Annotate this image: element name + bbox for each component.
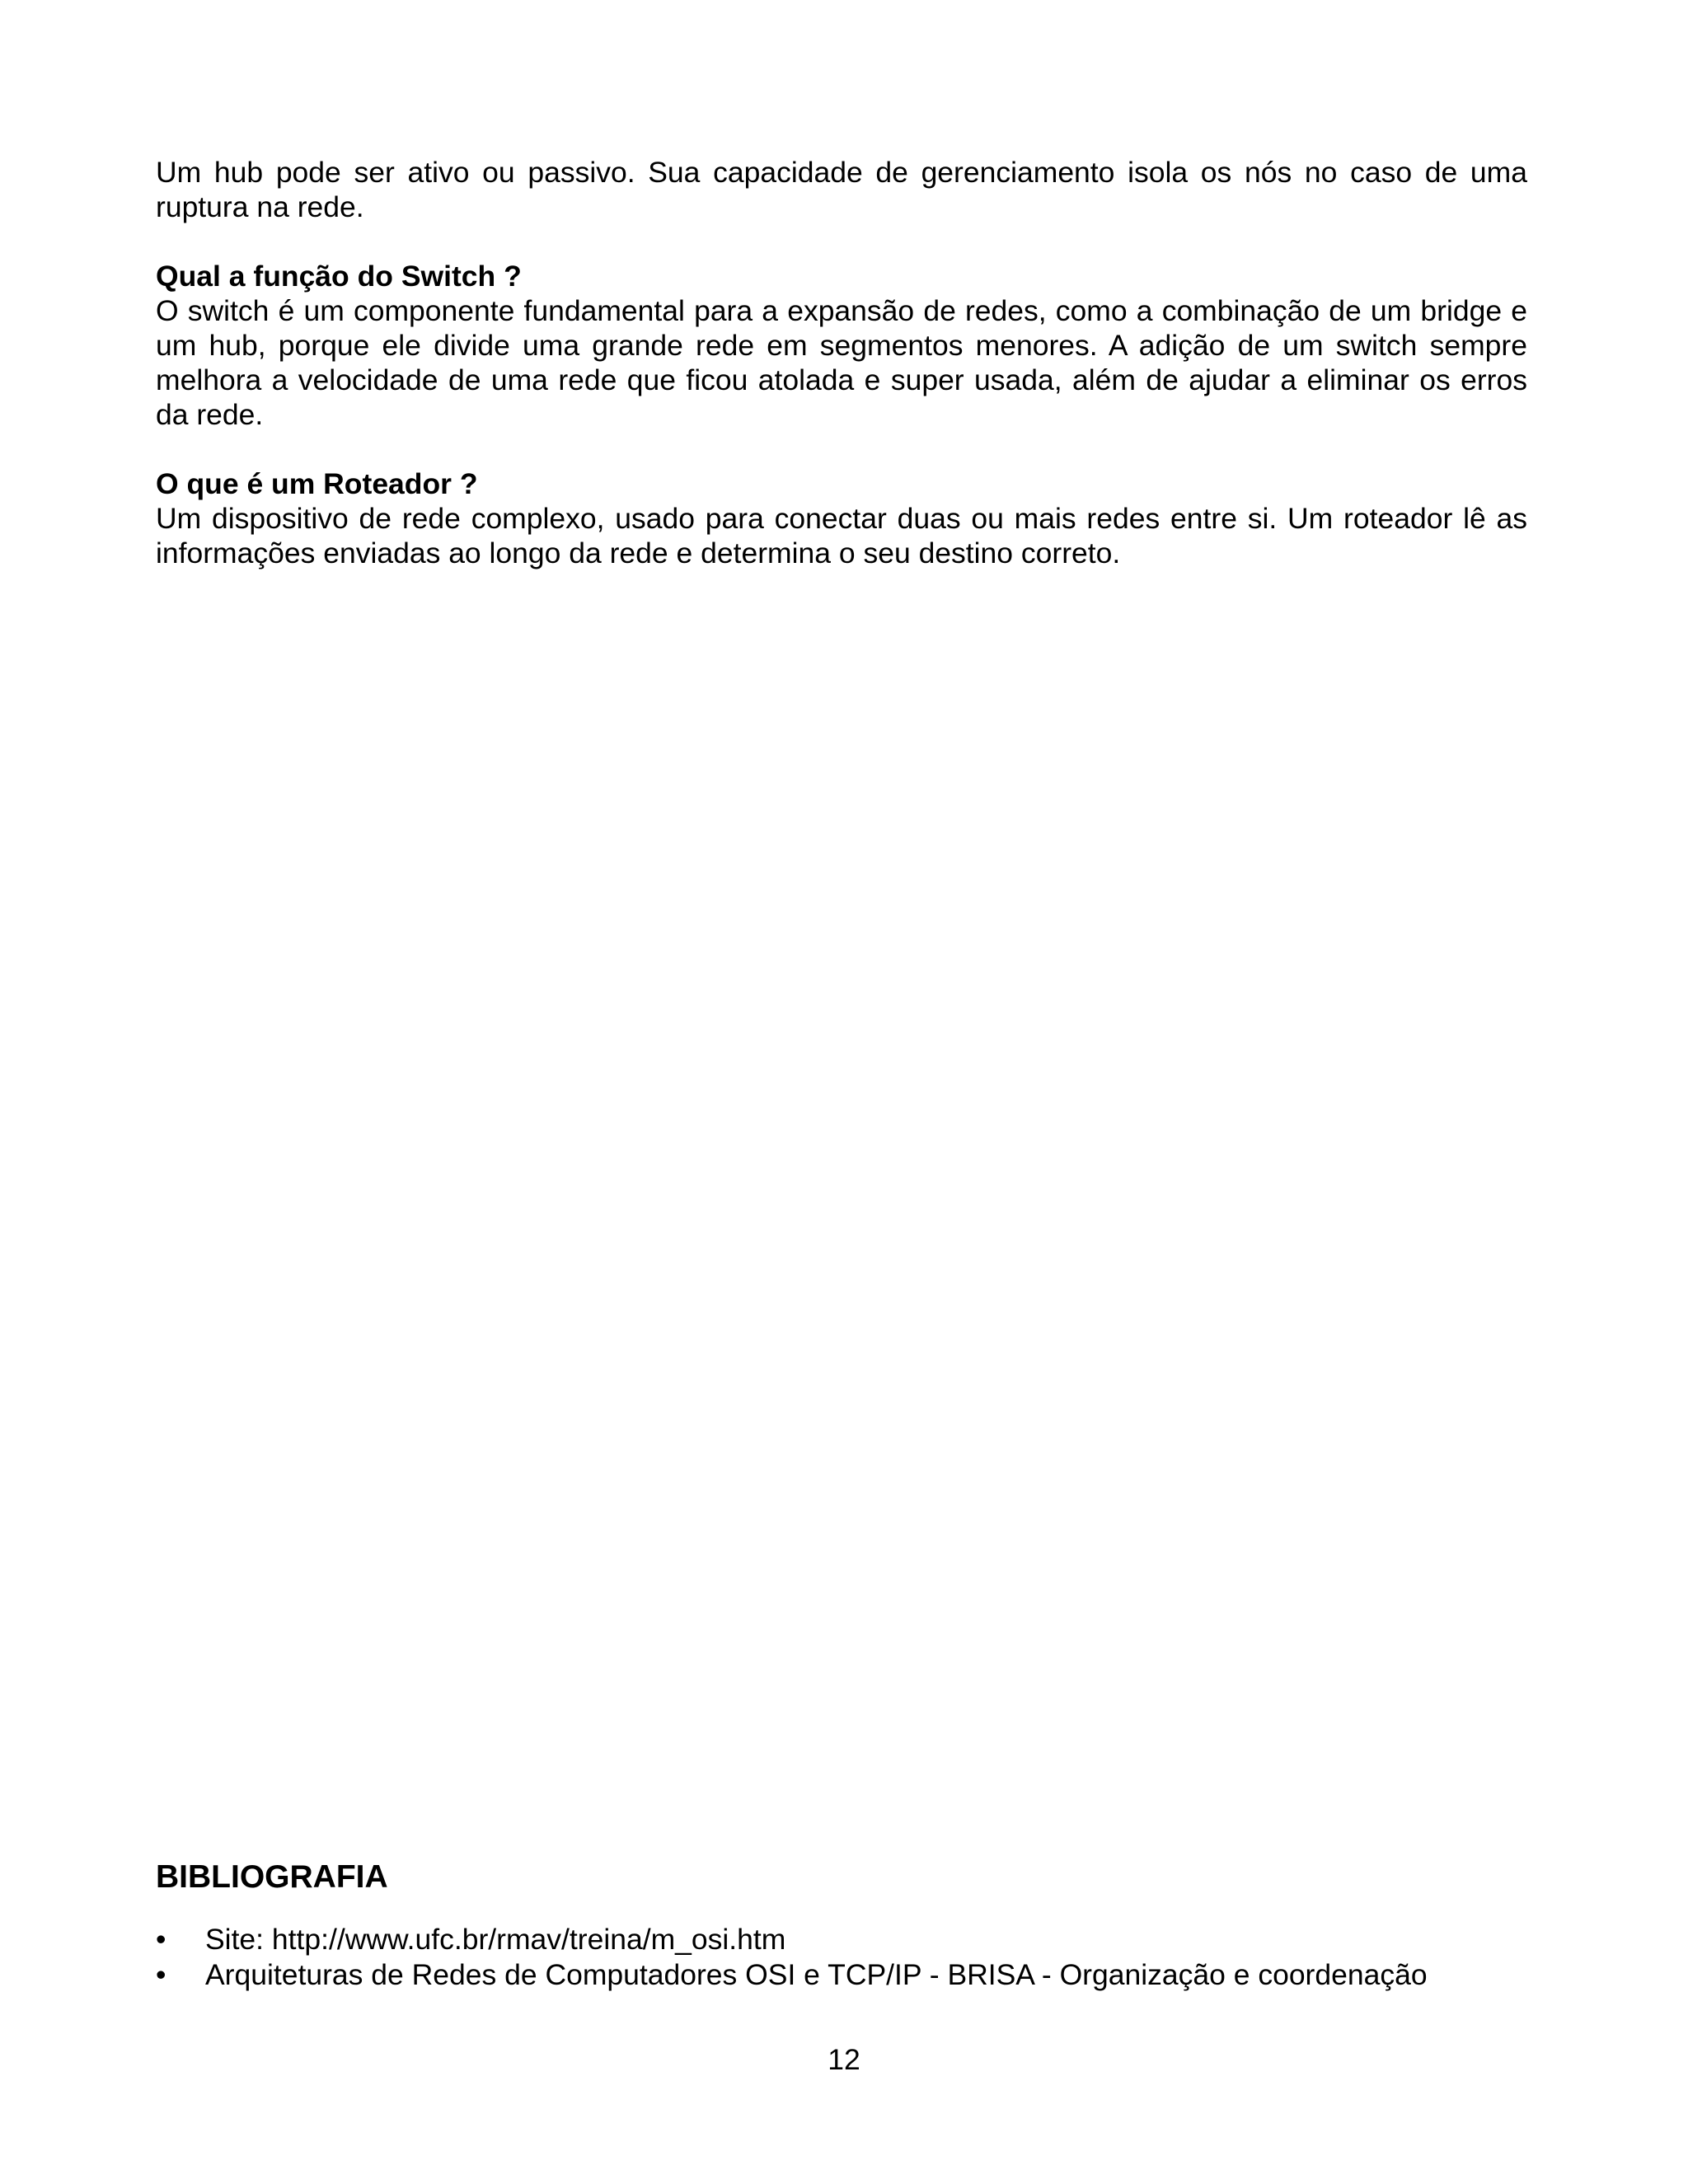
bibliography-title: BIBLIOGRAFIA: [156, 1859, 388, 1895]
bullet-icon: •: [156, 1923, 166, 1956]
bibliography-item-text: Arquiteturas de Redes de Computadores OSI e TCP/IP - BRISA - Organização e coordenação: [205, 1958, 1428, 1991]
router-heading: O que é um Roteador ?: [156, 467, 478, 500]
bibliography-item: [156, 1957, 1527, 1993]
paragraph-gap: [156, 224, 1527, 259]
paragraph-gap: [156, 432, 1527, 466]
intro-paragraph: Um hub pode ser ativo ou passivo. Sua capacidade de gerenciamento isola os nós no caso de uma ruptura na rede.: [156, 156, 1527, 223]
bibliography-item: [156, 1922, 1527, 1957]
bibliography-list: [156, 1922, 1527, 1993]
page-number: 12: [828, 2043, 860, 2076]
switch-paragraph: O switch é um componente fundamental para a expansão de redes, como a combinação de um bridge e um hub, porque ele divide uma grande rede em segmentos menores. A adição de um switch sempre melhora a velocidade de uma rede que ficou atolada e super usada, além de ajudar a eliminar os erros da rede.: [156, 294, 1527, 431]
router-paragraph: Um dispositivo de rede complexo, usado para conectar duas ou mais redes entre si. Um roteador lê as informações enviadas ao longo da rede e determina o seu destino correto.: [156, 502, 1527, 569]
bullet-icon: •: [156, 1958, 166, 1991]
bibliography-item-text: Site: http://www.ufc.br/rmav/treina/m_osi.htm: [205, 1923, 786, 1956]
main-content: [156, 155, 1527, 570]
bibliography-section: [156, 1858, 1527, 1993]
switch-heading: Qual a função do Switch ?: [156, 260, 522, 293]
